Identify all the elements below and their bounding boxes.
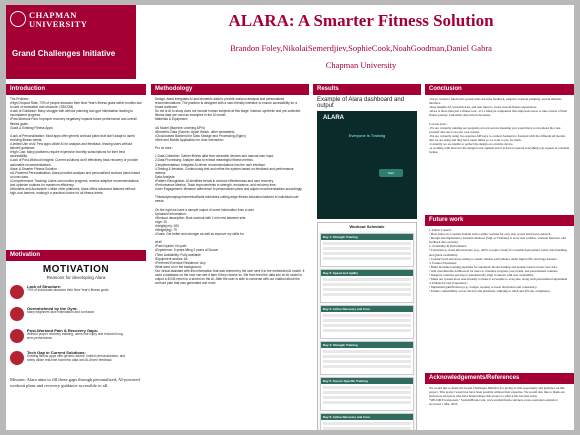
logo-university-name: CHAPMAN UNIVERSITY — [29, 10, 88, 29]
schedule-day-title: Day 5: Soccer Specific Training — [321, 378, 413, 384]
motivation-item-title: Overwhelmed by the Gym: — [27, 306, 78, 311]
schedule-day — [320, 377, 414, 411]
motivation-item-desc: Existing fitness apps offer generic advice, limited personalization, and rarely utilize real-time biometric data and AI-driven feedback — [27, 354, 126, 362]
conclusion-heading: Conclusion — [425, 84, 574, 95]
motivation-item — [10, 305, 142, 325]
column-conclusion — [425, 84, 574, 430]
poster — [6, 5, 574, 430]
tech-gap-icon — [10, 351, 24, 365]
app-logo: ALARA — [323, 115, 344, 121]
schedule-day-title: Day 3: Active Recovery and Core — [321, 306, 413, 312]
start-button[interactable]: Start — [379, 169, 403, 177]
future-work-heading: Future work — [425, 215, 574, 226]
poster-header — [6, 5, 574, 79]
mission-statement: Mission: Alara aims to fill these gaps through personalized, AI-powered workout plans and recovery guidance accessible to all. — [10, 377, 140, 388]
results-subtitle: Example of Alara dashboard and output — [317, 97, 405, 109]
motivation-item — [10, 327, 142, 347]
schedule-day-title: Day 1: Strength Training — [321, 234, 413, 240]
schedule-day — [320, 305, 414, 339]
acknowledgements-heading: Acknowledgements/References — [425, 373, 574, 384]
conclusion-text: -We've created a functional system with real-time feedback, adaptive workout planning, and an intuitive interface. -Data insights AI, wearable data, and user input to create custom fitness experiences. -Alara is more than just a fitness tool—it's a lifestyle companion that empowers users to take control of their fitness journey with smart data-driven decisions. Con ins tions : -We are currently running our program on local servers meaning you would have to download the code yourself and run it on your own system. -We are currently using two separate API keys to connect backend to frontend with the different AI models that we are using and they have token limits so we want to pay for them. -Currently we are unable to perfect the design on a mobile device. -A working with however the design is not optimal and it is hard to upload everything you request in a mobile format. — [429, 97, 570, 155]
schedule-day — [320, 413, 414, 430]
recovery-icon — [10, 329, 24, 343]
methodology-heading: Methodology — [151, 84, 309, 95]
schedule-day — [320, 233, 414, 267]
column-methodology — [151, 84, 309, 430]
author-list: Brandon Foley,NikolaiSemerdjiev,SophieCook,NoahGoodman,Daniel Gabra — [230, 43, 492, 53]
schedule-day-title: Day 6: Active Recovery and Core — [321, 414, 413, 420]
workout-schedule — [317, 222, 417, 430]
motivation-item-title: Post-Workout Pain & Recovery Gaps: — [27, 328, 99, 333]
motivation-item-desc: Many beginners face intimidation and confusion — [27, 310, 95, 314]
program-name: Grand Challenges Initiative — [12, 49, 116, 58]
schedule-day — [320, 341, 414, 375]
motivation-item-desc: Without proper recovery tracking, users risk injury and reduced long-term performance — [27, 332, 124, 340]
motivation-item-desc: 73% of individuals abandon their New Year's fitness goals — [27, 288, 109, 292]
future-work-text: 1. Public Launch: - Host Alara on a custom domain with a public website for easy user access and broad outreach. - Design and implement a backend database (SQL or Firebase) to store user profiles, workout histories, and feedback data securely. 2. Scalability & Performance: • Transition to cloud infrastructure (e.g., AWS, Google Cloud) for scalable deployment, better data handling, and global availability. • Conduct load and stress testing to ensure reliable performance under high traffic and large datasets. 3. Feature Expansion: • Build machine learning pipelines for automatic model training and updates based on new user data. • Add customizable dashboards for users to visualize progress, past trends, and personalized routines. • Integrate calendar syncing to automatically align workouts with user availability. • Make our system more user-friendly to make it accessible to everyone, along with personalized adjustment 4. Enhanced User Experience: • Implement gamification (e.g., badges, streaks) to boost motivation and consistency. • Ensure compatibility across devices and platforms, adhering to ADA and WCAG compliance. — [429, 228, 568, 294]
motivation-heading: Motivation — [6, 250, 146, 261]
motivation-item — [10, 283, 142, 303]
app-headline: Everyone Is Training — [348, 133, 386, 138]
motivation-banner — [6, 261, 146, 281]
poster-title: ALARA: A Smarter Fitness Solution — [228, 11, 494, 30]
calendar-icon — [10, 285, 24, 299]
dumbbell-icon — [10, 307, 24, 321]
column-results — [313, 84, 421, 430]
column-intro-motivation — [6, 84, 146, 430]
motivation-item-title: Tech Gap in Current Solutions: — [27, 350, 86, 355]
motivation-item-title: Lack of Structure: — [27, 284, 62, 289]
affiliation: Chapman University — [325, 60, 397, 70]
motivation-item — [10, 349, 142, 373]
results-heading: Results — [313, 84, 421, 95]
motivation-banner-title: MOTIVATION — [42, 264, 110, 275]
schedule-title: Workout Schedule — [318, 223, 416, 231]
chapman-logo — [6, 5, 136, 79]
acknowledgements-text: We would like to thank the Grand Challenges Initiative for giving us this opportunity and guidance on this project. This project would not have been possible without their expertise. We would also like to thank our professors and peers who have helped shape this project to what it has become today. "SBCOM Provisionals." StatisticBrain.Com, www.statisticbrain.com/new-years-resolution-statistics/. Accessed 1 Mar. 2025. — [429, 386, 565, 407]
motivation-banner-subtitle: Reasons for developing Alara — [46, 275, 106, 280]
schedule-day-title: Day 2: Speed and Agility — [321, 270, 413, 276]
university-seal-icon — [10, 11, 26, 27]
schedule-day-title: Day 4: Strength Training — [321, 342, 413, 348]
alara-dashboard — [317, 111, 417, 219]
introduction-text: The Problem: •High Dropout Rate: 73% of people abandon their New Year's fitness goals within months due to lack of motivation and structure. (SBCOM) •Lack of Guidance: Many struggle with without planning and gym intimidation leading to inconsistent progress. •Post-Workout Pain: Improper recovery negatively impacts future performance and overall fitness goals. Goals & Existing Fitness Apps: •Lack of Personalization: Most apps offer generic workout plans that don't adapt to users' evolving fitness needs. •Limited Use of AI: Few apps utilize AI for analysis and feedback, leaving users without tailored guidance. •High Cost: Many platforms require expensive monthly subscriptions for their best accessibility. •Lack of Post-Workout Insights: Current solutions don't effectively track recovery or provide actionable recommendations. Alara: A Smarter Fitness Solution •AI-Powered Personalization: Alara provides analysis and personalized workout plans based on user data. •Comprehensive Tracking: Users can monitor progress, receive adaptive recommendations, and optimize routines for maximum efficiency. Affordable and Accessible: Unlike other platforms, Alara offers advanced features without high-cost barriers, making it a practical choice for all fitness levels. — [10, 97, 142, 196]
schedule-day — [320, 269, 414, 303]
introduction-heading: Introduction — [6, 84, 146, 95]
methodology-text: Design: Alara integrates AI and biometric data to provide workout analysis and personalized recommendations. The platform is designed with a user-friendly interface to ensure accessibility for a broad audience. So me is AI to study does not include human subjects at this stage, instead, synthetic and pre-collected fitness data are used as examples in the AI model. Materials & Equipment: •AI Model (Machine Learning API's) •Biometric Data (Garmin, Apple Watch, other wearables) •Cloud-based Backend for Data Storage and Processing (Nginx) •Web and Mobile Application for User Interaction Pro ce dure : 1.Data Collection: Gather fitness data from wearable devices and manual user input. 2.Data Processing: Analyze data to extract meaningful fitness metrics. 3.Implementation: Integrate AI-driven recommendations into the user interface. 4.Testing & Iteration: Continuously test and refine the system based on feedback and performance metrics. Data Analysis: •Pattern Recognition: AI identifies trends in workout effectiveness and user recovery. •Performance Metrics: Track improvements in strength, endurance, and recovery time. •User Engagement: Measure adherence to personalized plans and adjust recommendations accordingly. ThisstudyisnotpsychometricalNaria minimizes cutting-edge fitness education tailored to individual user needs. On the right we have a sample output of some information from a user. Uploaded Information: •Workout description: Bust workout with 1 min rest between sets •Age: 20 •Height(cm): 183 •Weight(kg): 79 •Goals: Get better and stronger as well as improve my skills for at all •Past Injuries: No pain •Experience: 5 years lifting 2 years of Soccer •Time Availability: Fully available •Equipment access: All •Preferred Exercise Residence: Any What went on in the background: Our virtual assistant with this information that was entered by the user sent it to the embedded AI model. It used a database on the user can see it later if they choose so. We then feed the data into an AI model to output a 30/45 return to a stored on the AI. After the user is able to converse with our chatbot about the workout plan that was generated and more. — [155, 97, 305, 286]
